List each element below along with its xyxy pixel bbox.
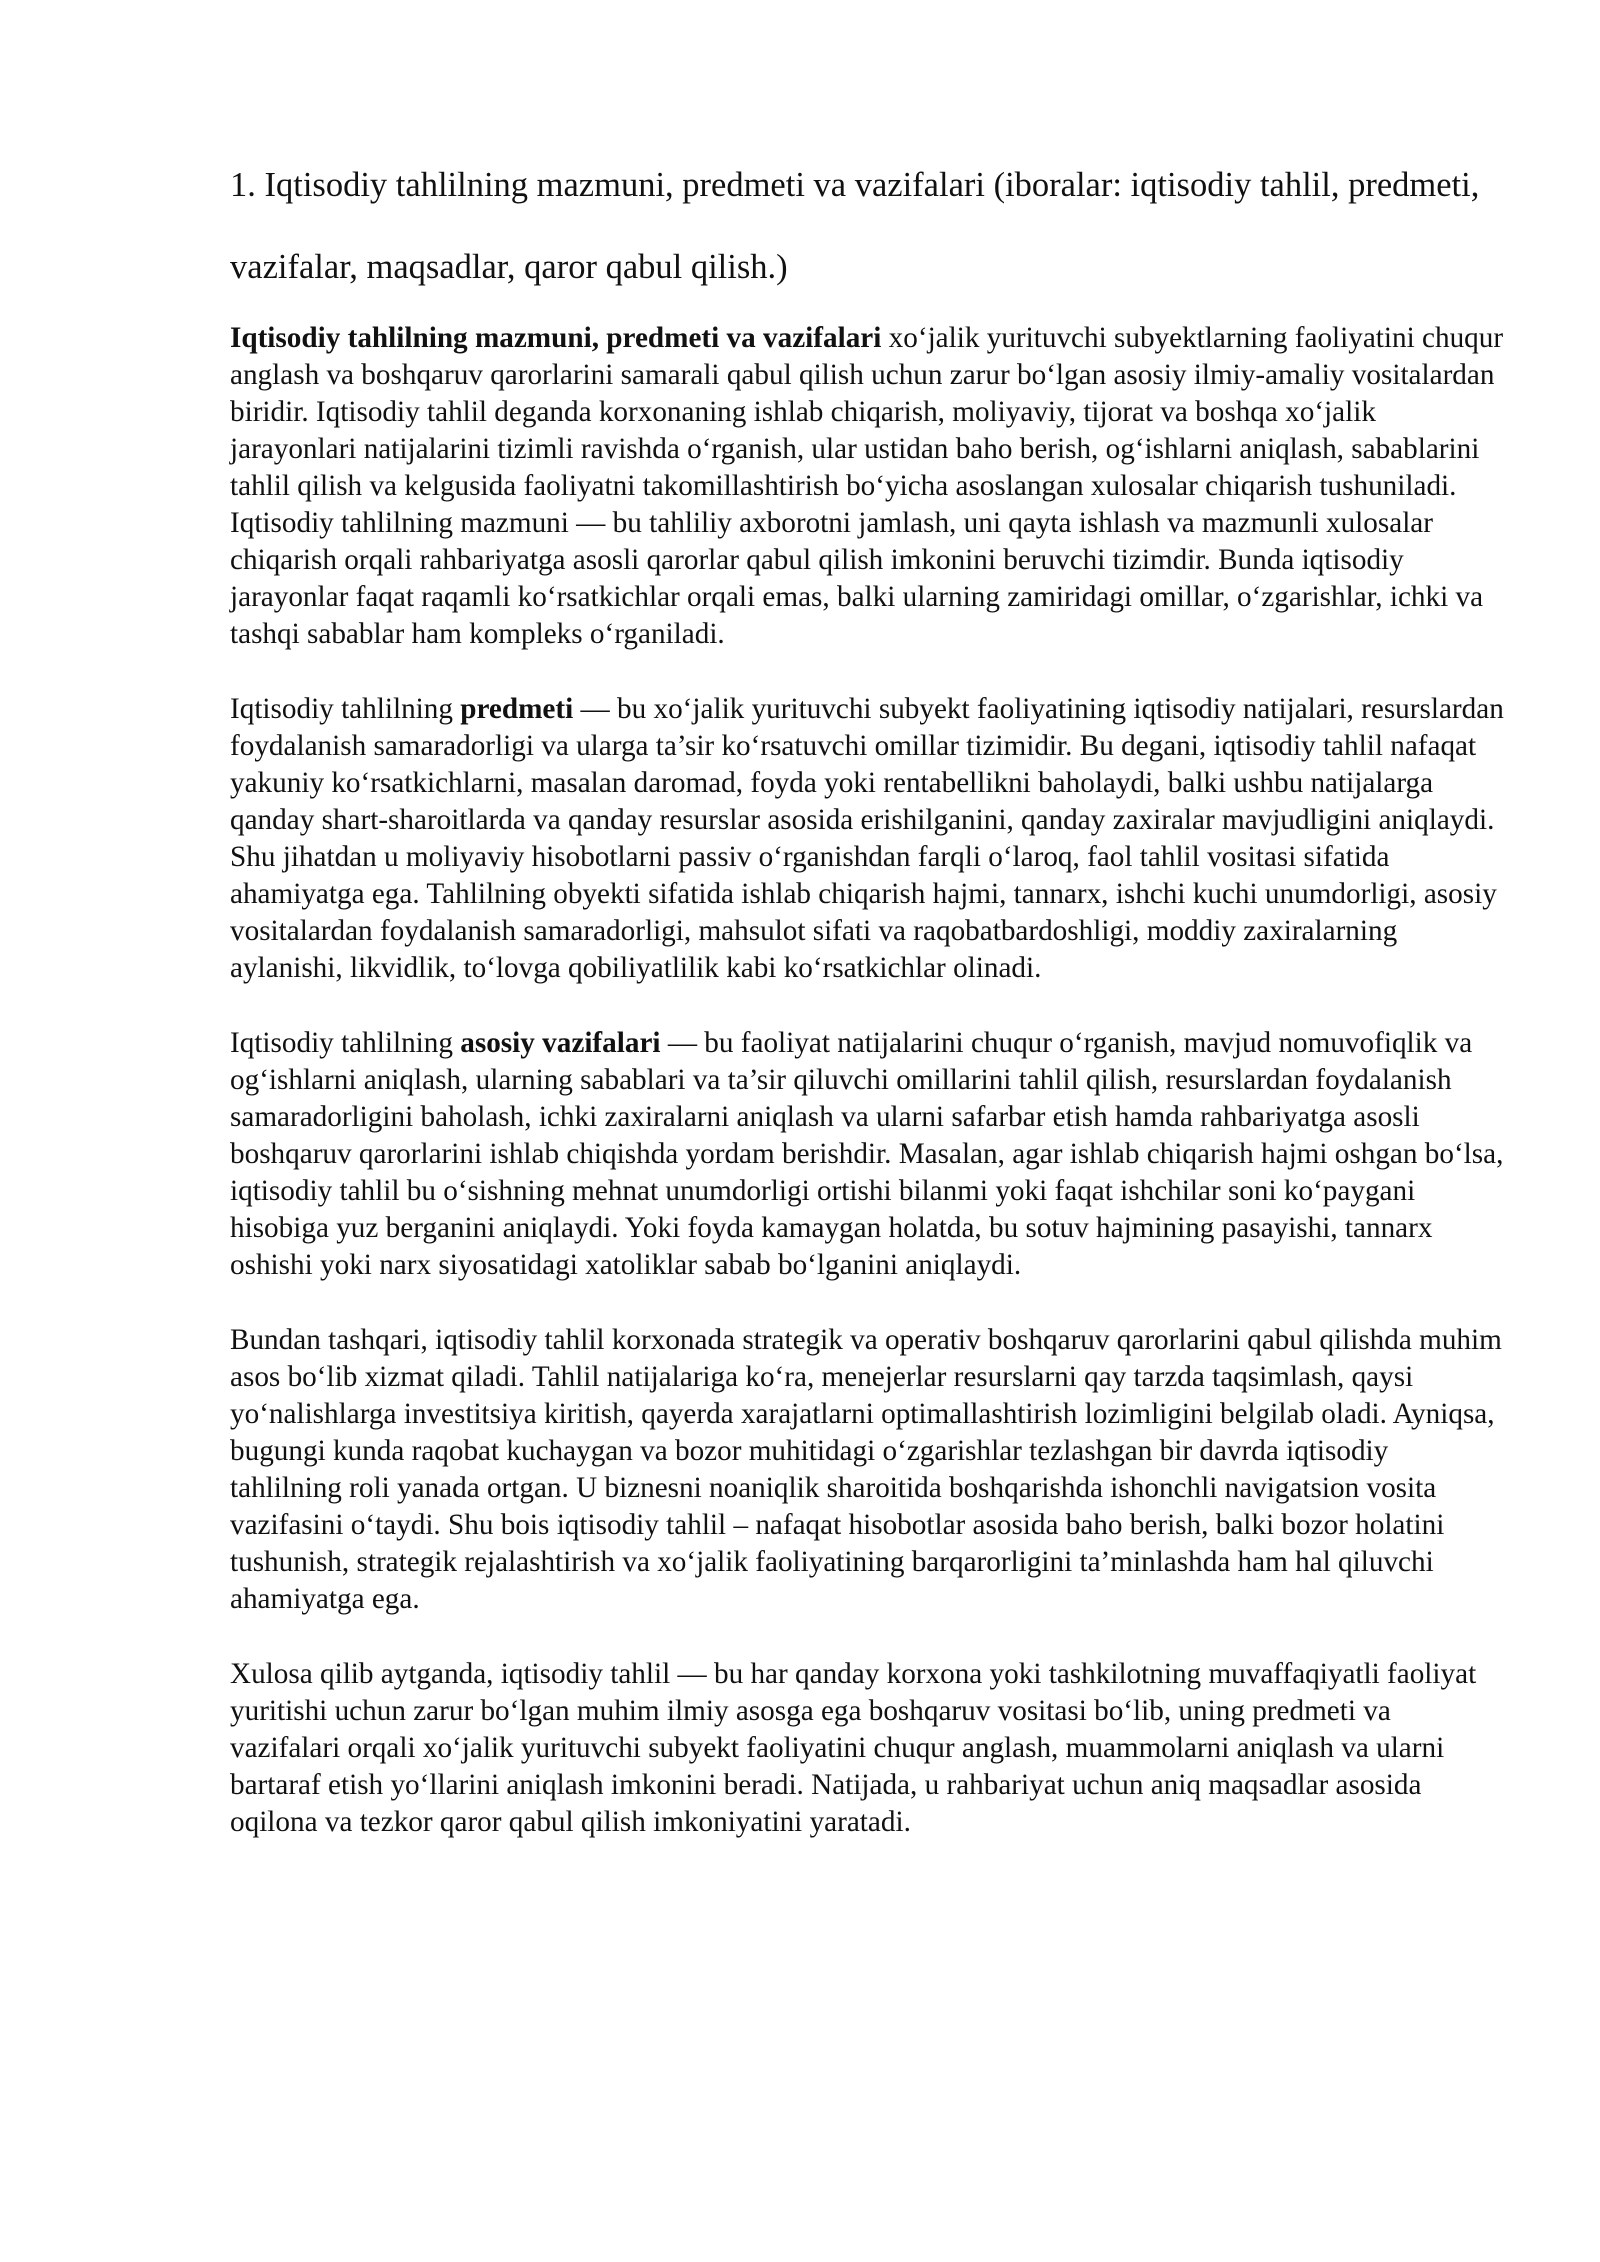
document-heading: 1. Iqtisodiy tahlilning mazmuni, predmeti va vazifalari (iboralar: iqtisodiy tahlil, predmeti, vazifalar, maqsadlar, qaror qabul qilish.) (230, 166, 1480, 286)
paragraph-bold-term: asosiy vazifalari (460, 1027, 661, 1059)
paragraph-bold-term: Iqtisodiy tahlilning mazmuni, predmeti va vazifalari (230, 322, 882, 354)
paragraph-text: xo‘jalik yurituvchi subyektlarning faoliyatini chuqur anglash va boshqaruv qarorlarini samarali qabul qilish uchun zarur bo‘lgan asosiy ilmiy-amaliy vositalardan biridir. Iqtisodiy tahlil deganda korxonaning ishlab chiqarish, moliyaviy, tijorat va boshqa xo‘jalik jarayonlari natijalarini tizimli ravishda o‘rganish, ular ustidan baho berish, og‘ishlarni aniqlash, sabablarini tahlil qilish va kelgusida faoliyatni takomillashtirish bo‘yicha asoslangan xulosalar chiqarish tushuniladi. Iqtisodiy tahlilning mazmuni — bu tahliliy axborotni jamlash, uni qayta ishlash va mazmunli xulosalar chiqarish orqali rahbariyatga asosli qarorlar qabul qilish imkonini beruvchi tizimdir. Bunda iqtisodiy jarayonlar faqat raqamli ko‘rsatkichlar orqali emas, balki ularning zamiridagi omillar, o‘zgarishlar, ichki va tashqi sabablar ham kompleks o‘rganiladi. (230, 322, 1504, 650)
paragraph-bold-term: predmeti (460, 693, 574, 725)
paragraph-prefix: Iqtisodiy tahlilning (230, 693, 461, 725)
paragraph-text: — bu faoliyat natijalarini chuqur o‘rganish, mavjud nomuvofiqlik va og‘ishlarni aniqlash, ularning sabablari va ta’sir qiluvchi omillarini tahlil qilish, resurslardan foydalanish samaradorligini baholash, ichki zaxiralarni aniqlash va ularni safarbar etish hamda rahbariyatga asosli boshqaruv qarorlarini ishlab chiqishda yordam berishdir. Masalan, agar ishlab chiqarish hajmi oshgan bo‘lsa, iqtisodiy tahlil bu o‘sishning mehnat unumdorligi ortishi bilanmi yoki faqat ishchilar soni ko‘paygani hisobiga yuz berganini aniqlaydi. Yoki foyda kamaygan holatda, bu sotuv hajmining pasayishi, tannarx oshishi yoki narx siyosatidagi xatoliklar sabab bo‘lganini aniqlaydi. (230, 1027, 1504, 1281)
paragraph-text: Xulosa qilib aytganda, iqtisodiy tahlil — bu har qanday korxona yoki tashkilotning muvaffaqiyatli faoliyat yuritishi uchun zarur bo‘lgan muhim ilmiy asosga ega boshqaruv vositasi bo‘lib, uning predmeti va vazifalari orqali xo‘jalik yurituvchi subyekt faoliyatini chuqur anglash, muammolarni aniqlash va ularni bartaraf etish yo‘llarini aniqlash imkonini beradi. Natijada, u rahbariyat uchun aniq maqsadlar asosida oqilona va tezkor qaror qabul qilish imkoniyatini yaratadi. (230, 1658, 1477, 1838)
paragraph-predmeti (230, 691, 1505, 987)
paragraph-text: Bundan tashqari, iqtisodiy tahlil korxonada strategik va operativ boshqaruv qarorlarini qabul qilishda muhim asos bo‘lib xizmat qiladi. Tahlil natijalariga ko‘ra, menejerlar resurslarni qay tarzda taqsimlash, qaysi yo‘nalishlarga investitsiya kiritish, qayerda xarajatlarni optimallashtirish lozimligini belgilab oladi. Ayniqsa, bugungi kunda raqobat kuchaygan va bozor muhitidagi o‘zgarishlar tezlashgan bir davrda iqtisodiy tahlilning roli yanada ortgan. U biznesni noaniqlik sharoitida boshqarishda ishonchli navigatsion vosita vazifasini o‘taydi. Shu bois iqtisodiy tahlil – nafaqat hisobotlar asosida baho berish, balki bozor holatini tushunish, strategik rejalashtirish va xo‘jalik faoliyatining barqarorligini ta’minlashda ham hal qiluvchi ahamiyatga ega. (230, 1324, 1502, 1615)
paragraph-bundan-tashqari (230, 1322, 1505, 1618)
paragraph-mazmuni (230, 320, 1505, 653)
paragraph-prefix: Iqtisodiy tahlilning (230, 1027, 461, 1059)
document-body (230, 320, 1505, 1879)
paragraph-xulosa (230, 1656, 1505, 1841)
paragraph-text: — bu xo‘jalik yurituvchi subyekt faoliyatining iqtisodiy natijalari, resurslardan foydalanish samaradorligi va ularga ta’sir ko‘rsatuvchi omillar tizimidir. Bu degani, iqtisodiy tahlil nafaqat yakuniy ko‘rsatkichlarni, masalan daromad, foyda yoki rentabellikni baholaydi, balki ushbu natijalarga qanday shart-sharoitlarda va qanday resurslar asosida erishilganini, qanday zaxiralar mavjudligini aniqlaydi. Shu jihatdan u moliyaviy hisobotlarni passiv o‘rganishdan farqli o‘laroq, faol tahlil vositasi sifatida ahamiyatga ega. Tahlilning obyekti sifatida ishlab chiqarish hajmi, tannarx, ishchi kuchi unumdorligi, asosiy vositalardan foydalanish samaradorligi, mahsulot sifati va raqobatbardoshligi, moddiy zaxiralarning aylanishi, likvidlik, to‘lovga qobiliyatlilik kabi ko‘rsatkichlar olinadi. (230, 693, 1504, 984)
paragraph-vazifalari (230, 1025, 1505, 1284)
